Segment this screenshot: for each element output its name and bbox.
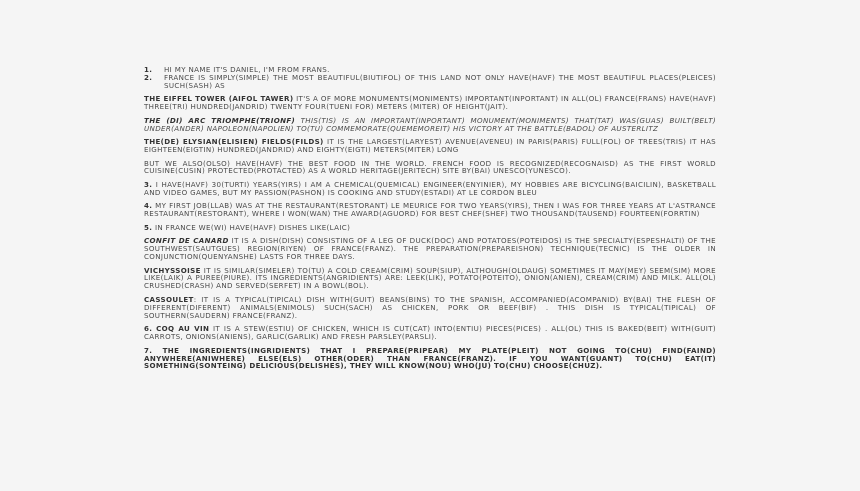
paragraph-text: MY FIRST JOB(LLAB) WAS AT THE RESTAURANT(RESTORANT) LE MEURICE FOR TWO YEARS(YIRS), THEN I WAS FOR THREE YEARS AT L'ASTRANCE RESTAURANT(RESTORANT), WHERE I WON(WAN) THE AWARD(AGUORD) FOR BEST CHEF(SHEF) TWO THOUSAND(TAUSEND) FOURTEEN(FORRTIN) bbox=[144, 201, 716, 219]
paragraph-first-job bbox=[144, 202, 716, 218]
paragraph-arc-triomphe bbox=[144, 117, 716, 133]
paragraph-text: IT IS THE LARGEST(LARYEST) AVENUE(AVENEU) IN PARIS(PARIS) FULL(FOL) OF TREES(TRIS) IT HAS EIGHTEEN(EIGTIN) HUNDRED(JANDRID) AND EIGHTY(EIGTI) METERS(MITER) LONG bbox=[144, 137, 716, 155]
term-heading: CASSOULET bbox=[144, 294, 194, 304]
paragraph-text: IT IS SIMILAR(SIMELER) TO(TU) A COLD CREAM(CRIM) SOUP(SIUP), ALTHOUGH(OLDAUG) SOMETIMES IT MAY(MEY) SEEM(SIM) MORE LIKE(LAIK) A PUREE(PIURE). ITS INGREDIENTS(ANGRIDIENTS) ARE: LEEK(LIK), POTATO(POTEITO), ONION(ANIEN), CREAM(CRIM) AND MILK. ALL(OL) CRUSHED(CRASH) AND SERVED(SERFET) IN A BOWL(BOL). bbox=[144, 265, 716, 291]
term-heading: VICHYSSOISE bbox=[144, 265, 201, 275]
paragraph-text: IT IS A STEW(ESTIU) OF CHICKEN, WHICH IS CUT(CAT) INTO(ENTIU) PIECES(PICES) . ALL(OL) THIS IS BAKED(BEIT) WITH(GUIT) CARROTS, ONIONS(ANIENS), GARLIC(GARLIK) AND FRESH PARSLEY(PARSLI). bbox=[144, 324, 716, 342]
paragraph-text: IT IS A DISH(DISH) CONSISTING OF A LEG OF DUCK(DOC) AND POTATOES(POTEIDOS) IS THE SPECIALTY(ESPESHALTI) OF THE SOUTHWEST(SAUTGUES) REGION(RIYEN) OF FRANCE(FRANZ). THE PREPARATION(PREPAREISHON) TECHNIQUE(TECNIC) IS THE OLDER IN CONJUNCTION(QUENYANSHE) LASTS FOR THREE DAYS. bbox=[144, 236, 716, 262]
paragraph-cassoulet bbox=[144, 296, 716, 320]
paragraph-elysian-fields bbox=[144, 138, 716, 154]
list-text: HI MY NAME IT'S DANIEL, I'M FROM FRANS. bbox=[164, 65, 330, 74]
paragraph-number: 4. bbox=[144, 201, 153, 211]
list-number: 1. bbox=[144, 65, 153, 74]
paragraph-about-me bbox=[144, 181, 716, 197]
paragraph-number: 7. bbox=[144, 345, 153, 355]
paragraph-text: IN FRANCE WE(WI) HAVE(HAVF) DISHES LIKE(LAIC) bbox=[152, 222, 351, 232]
paragraph-text: THE INGREDIENTS(INGRIDIENTS) THAT I PREPARE(PRIPEAR) MY PLATE(PLEIT) NOT GOING TO(CHU) FIND(FAIND) ANYWHERE(ANIWHERE) ELSE(ELS) OTHER(ODER) THAN FRANCE(FRANZ). IF YOU WANT(GUANT) TO(CHU) EAT(IT) SOMETHING(SONTEING) DELICIOUS(DELISHES), THEY WILL KNOW(NOU) WHO(JU) TO(CHU) CHOOSE(CHUZ). bbox=[144, 345, 716, 371]
intro-list bbox=[144, 66, 716, 90]
paragraph-dishes-intro bbox=[144, 224, 716, 232]
paragraph-eiffel-tower bbox=[144, 95, 716, 111]
term-heading: THE EIFFEL TOWER (AIFOL TAWER) bbox=[144, 94, 294, 104]
list-number: 2. bbox=[144, 72, 153, 82]
paragraph-text: I HAVE(HAVF) 30(TURTI) YEARS(YIRS) I AM A CHEMICAL(QUEMICAL) ENGINEER(ENYINIER), MY HOBBIES ARE BICYCLING(BAICILIN), BASKETBALL AND VIDEO GAMES, BUT MY PASSION(PASHON) IS COOKING AND STUDY(ESTADI) AT LE CORDON BLEU bbox=[144, 179, 716, 197]
paragraph-text: IT'S A OF MORE MONUMENTS(MONIMENTS) IMPORTANT(INPORTANT) IN ALL(OL) FRANCE(FRANS) HAVE(HAVF) THREE(TRI) HUNDRED(JANDRID) TWENTY FOUR(TUENI FOR) METERS (MITER) OF HEIGHT(JAIT). bbox=[144, 94, 716, 112]
list-item bbox=[144, 74, 716, 90]
term-heading: THE (DI) ARC TRIOMPHE(TRIONF) bbox=[144, 115, 296, 125]
document-body bbox=[144, 66, 716, 376]
paragraph-confit-de-canard bbox=[144, 237, 716, 261]
paragraph-coq-au-vin bbox=[144, 325, 716, 341]
term-heading: CONFIT DE CANARD bbox=[144, 236, 229, 246]
term-heading: THE(DE) ELYSIAN(ELISIEN) FIELDS(FILDS) bbox=[144, 137, 324, 147]
paragraph-number: 5. bbox=[144, 222, 153, 232]
paragraph-conclusion bbox=[144, 347, 716, 371]
paragraph-text: BUT WE ALSO(OLSO) HAVE(HAVF) THE BEST FOOD IN THE WORLD. FRENCH FOOD IS RECOGNIZED(RECOGNAISD) AS THE FIRST WORLD CUISINE(CUSIN) PROTECTED(PROTACTED) AS A WORLD HERITAGE(JERITECH) SITE BY(BAI) UNESCO(YUNESCO). bbox=[144, 158, 716, 176]
paragraph-text: : IT IS A TYPICAL(TIPICAL) DISH WITH(GUIT) BEANS(BINS) TO THE SPANISH, ACCOMPANIED(ACOMPANID) BY(BAI) THE FLESH OF DIFFERENT(DIFERENT) ANIMALS(ENIMOLS) SUCH(SACH) AS CHICKEN, PORK OR BEEF(BIF) . THIS DISH IS TYPICAL(TIPICAL) OF SOUTHERN(SAUDERN) FRANCE(FRANZ). bbox=[144, 294, 716, 320]
paragraph-food bbox=[144, 160, 716, 176]
list-text: FRANCE IS SIMPLY(SIMPLE) THE MOST BEAUTIFUL(BIUTIFOL) OF THIS LAND NOT ONLY HAVE(HAVF) THE MOST BEAUTIFUL PLACES(PLEICES) SUCH(SASH) AS bbox=[164, 72, 716, 90]
paragraph-number: 6. bbox=[144, 324, 153, 334]
paragraph-number: 3. bbox=[144, 179, 153, 189]
paragraph-vichyssoise bbox=[144, 267, 716, 291]
term-heading: COQ AU VIN bbox=[156, 324, 210, 334]
paragraph-text: THIS(TIS) IS AN IMPORTANT(INPORTANT) MONUMENT(MONIMENTS) THAT(TAT) WAS(GUAS) BUILT(BELT) UNDER(ANDER) NAPOLEON(NAPOLIEN) TO(TU) COMMEMORATE(QUEMEMOREIT) HIS VICTORY AT THE BATTLE(BADOL) OF AUSTERLITZ bbox=[144, 115, 716, 133]
